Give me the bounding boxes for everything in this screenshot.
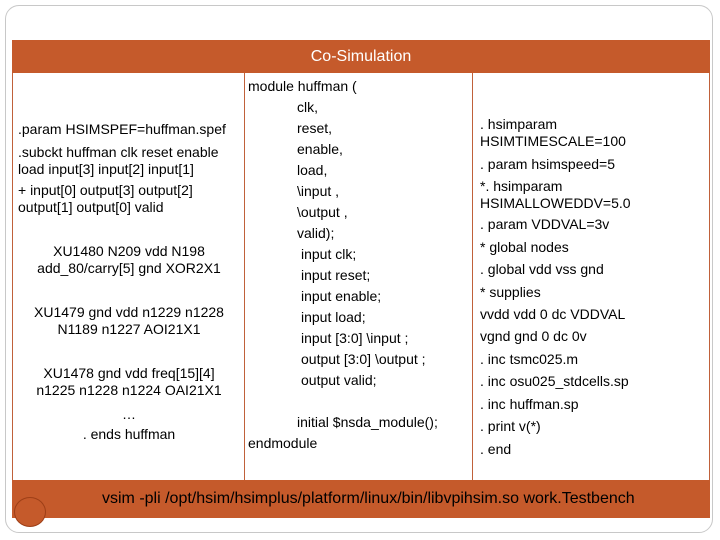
xu1479-line-2: N1189 n1227 AOI21X1 xyxy=(57,321,201,337)
xu1479-line-1: XU1479 gnd vdd n1229 n1228 xyxy=(34,304,224,320)
port-decl: input clk; xyxy=(301,246,357,262)
comment-global-nodes: * global nodes xyxy=(480,239,569,255)
xu1478-line-1: XU1478 gnd vdd freq[15][4] xyxy=(43,365,215,381)
param-hsimspeed: . param hsimspeed=5 xyxy=(480,156,616,172)
module-port: reset, xyxy=(297,120,333,136)
param-hsimspef: .param HSIMSPEF=huffman.spef xyxy=(18,121,226,137)
module-line: module huffman ( xyxy=(248,78,357,94)
module-port: valid); xyxy=(297,225,335,241)
port-decl: output [3:0] \output ; xyxy=(301,351,426,367)
global-nodes: . global vdd vss gnd xyxy=(480,261,604,277)
vsim-command: vsim -pli /opt/hsim/hsimplus/platform/linux/bin/libvpihsim.so work.Testbench xyxy=(102,490,635,507)
xu1480-line-2: add_80/carry[5] gnd XOR2X1 xyxy=(37,260,221,276)
hsimparam-line: . hsimparam xyxy=(480,116,558,132)
column-divider-left xyxy=(244,73,245,496)
subckt-line-3: + input[0] output[3] output[2] xyxy=(18,182,193,198)
hsimparam-value: HSIMTIMESCALE=100 xyxy=(480,133,626,149)
module-port: enable, xyxy=(297,141,343,157)
param-vddval: . param VDDVAL=3v xyxy=(480,216,610,232)
port-decl: input [3:0] \input ; xyxy=(301,330,409,346)
port-decl: input reset; xyxy=(301,267,371,283)
port-decl: output valid; xyxy=(301,372,377,388)
inc-stdcells: . inc osu025_stdcells.sp xyxy=(480,373,629,389)
hsimalloweddv: HSIMALLOWEDDV=5.0 xyxy=(480,195,631,211)
vgnd-source: vgnd gnd 0 dc 0v xyxy=(480,328,587,344)
ellipsis: … xyxy=(122,406,136,422)
hsimparam-commented: *. hsimparam xyxy=(480,178,563,194)
xu1478-line-2: n1225 n1228 n1224 OAI21X1 xyxy=(36,382,222,398)
print-statement: . print v(*) xyxy=(480,418,541,434)
port-decl: input load; xyxy=(301,309,366,325)
subckt-line-1: .subckt huffman clk reset enable xyxy=(18,144,219,160)
subckt-line-4: output[1] output[0] valid xyxy=(18,199,164,215)
slide-bullet-icon xyxy=(14,497,46,527)
vvdd-source: vvdd vdd 0 dc VDDVAL xyxy=(480,306,626,322)
table-header xyxy=(12,40,710,73)
ends-huffman: . ends huffman xyxy=(82,426,176,442)
header-title: Co-Simulation xyxy=(310,47,412,65)
port-decl: input enable; xyxy=(301,288,382,304)
end-statement: . end xyxy=(480,441,512,457)
module-port: clk, xyxy=(297,99,318,115)
comment-supplies: * supplies xyxy=(480,284,541,300)
initial-statement: initial $nsda_module(); xyxy=(297,414,438,430)
column-divider-right xyxy=(472,73,473,496)
inc-tsmc: . inc tsmc025.m xyxy=(480,351,579,367)
module-port: \input , xyxy=(297,183,340,199)
xu1480-line-1: XU1480 N209 vdd N198 xyxy=(53,243,205,259)
inc-huffman: . inc huffman.sp xyxy=(480,396,579,412)
subckt-line-2: load input[3] input[2] input[1] xyxy=(18,161,194,177)
endmodule: endmodule xyxy=(248,435,318,451)
module-port: load, xyxy=(297,162,328,178)
module-port: \output , xyxy=(297,204,348,220)
